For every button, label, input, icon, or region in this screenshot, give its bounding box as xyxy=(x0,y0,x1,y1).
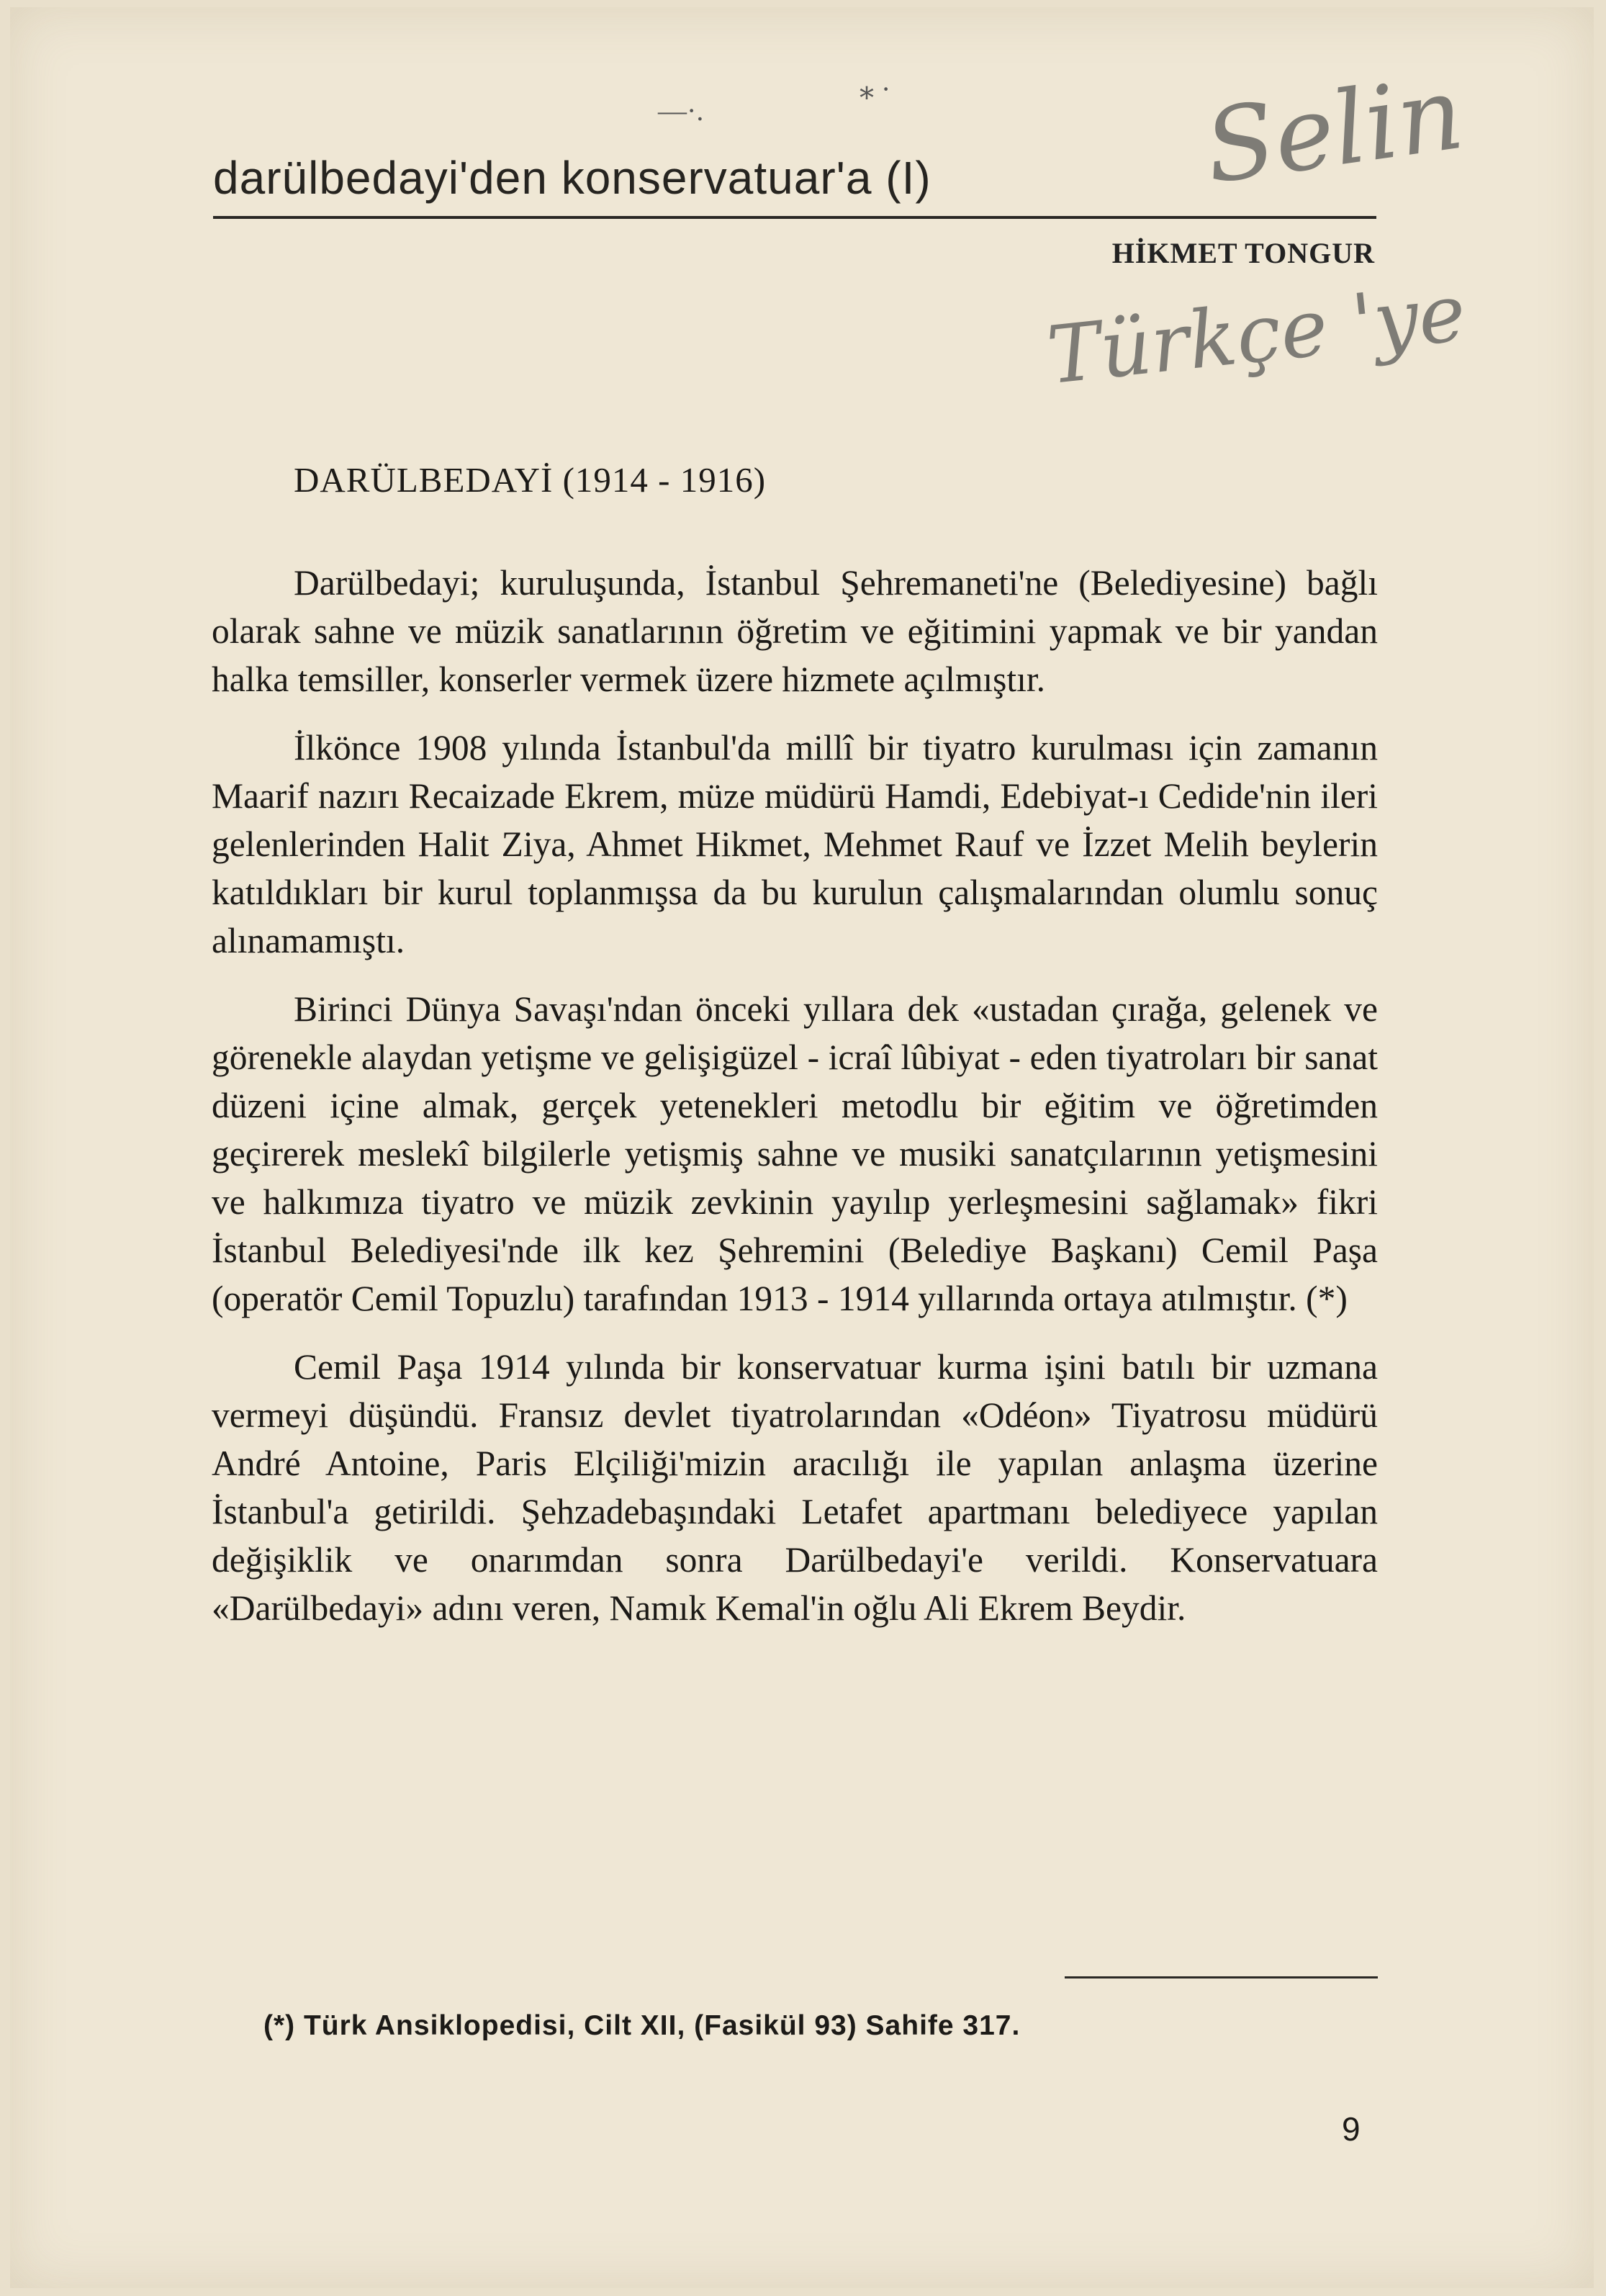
footnote-rule xyxy=(1065,1976,1378,1978)
section-heading: DARÜLBEDAYİ (1914 - 1916) xyxy=(294,460,767,500)
handwritten-annotation-top: Selin xyxy=(1198,54,1471,207)
author-name: HİKMET TONGUR xyxy=(1111,237,1375,269)
handwritten-annotation-middle: Türkçe 'ye xyxy=(1042,266,1470,402)
article-title: darülbedayi'den konservatuar'a (I) xyxy=(213,152,931,204)
body-text xyxy=(212,559,1378,1652)
paragraph-4: Cemil Paşa 1914 yılında bir konservatuar kurma işini batılı bir uzmana vermeyi düşündü. Fransız devlet tiyatrolarından «Odéon» Tiyatrosu müdürü André Antoine, Paris Elçiliği'mizin aracılığı ile yapılan anlaşma üzerine İstanbul'a getirildi. Şehzadebaşındaki Letafet apartmanı belediyece yapılan değişiklik ve onarımdan sonra Darülbedayi'e verildi. Konservatuara «Darülbedayi» adını veren, Namık Kemal'in oğlu Ali Ekrem Beydir. xyxy=(212,1347,1378,1628)
paragraph-2: İlkönce 1908 yılında İstanbul'da millî bir tiyatro kurulması için zamanın Maarif nazırı Recaizade Ekrem, müze müdürü Hamdi, Edebiyat-ı Cedide'nin ileri gelenlerinden Halit Ziya, Ahmet Hikmet, Mehmet Rauf ve İzzet Melih beylerin katıldıkları bir kurul toplanmışsa da bu kurulun çalışmalarından olumlu sonuç alınamamıştı. xyxy=(212,728,1378,960)
page-number: 9 xyxy=(1342,2110,1361,2148)
paragraph-3: Birinci Dünya Savaşı'ndan önceki yıllara dek «ustadan çırağa, gelenek ve görenekle alaydan yetişme ve gelişigüzel - icraî lûbiyat - eden tiyatroları bir sanat düzeni içine almak, gerçek yetenekleri metodlu bir eğitim ve öğretimden geçirerek meslekî bilgilerle yetişmiş sahne ve musiki sanatçılarının yetişmesini ve halkımıza tiyatro ve müzik zevkinin yayılıp yerleşmesini sağlamak» fikri İstanbul Belediyesi'nde ilk kez Şehremini (Belediye Başkanı) Cemil Paşa (operatör Cemil Topuzlu) tarafından 1913 - 1914 yıllarında ortaya atılmıştır. (*) xyxy=(212,989,1378,1318)
document-page xyxy=(10,7,1594,2288)
footnote: (*) Türk Ansiklopedisi, Cilt XII, (Fasikül 93) Sahife 317. xyxy=(263,2010,1021,2041)
title-underline xyxy=(213,216,1376,219)
stray-mark: ⁎ · xyxy=(860,73,891,105)
stray-mark: —·. xyxy=(658,94,704,127)
paragraph-1: Darülbedayi; kuruluşunda, İstanbul Şehremaneti'ne (Belediyesine) bağlı olarak sahne ve müzik sanatlarının öğretim ve eğitimini yapmak ve bir yandan halka temsiller, konserler vermek üzere hizmete açılmıştır. xyxy=(212,563,1378,699)
